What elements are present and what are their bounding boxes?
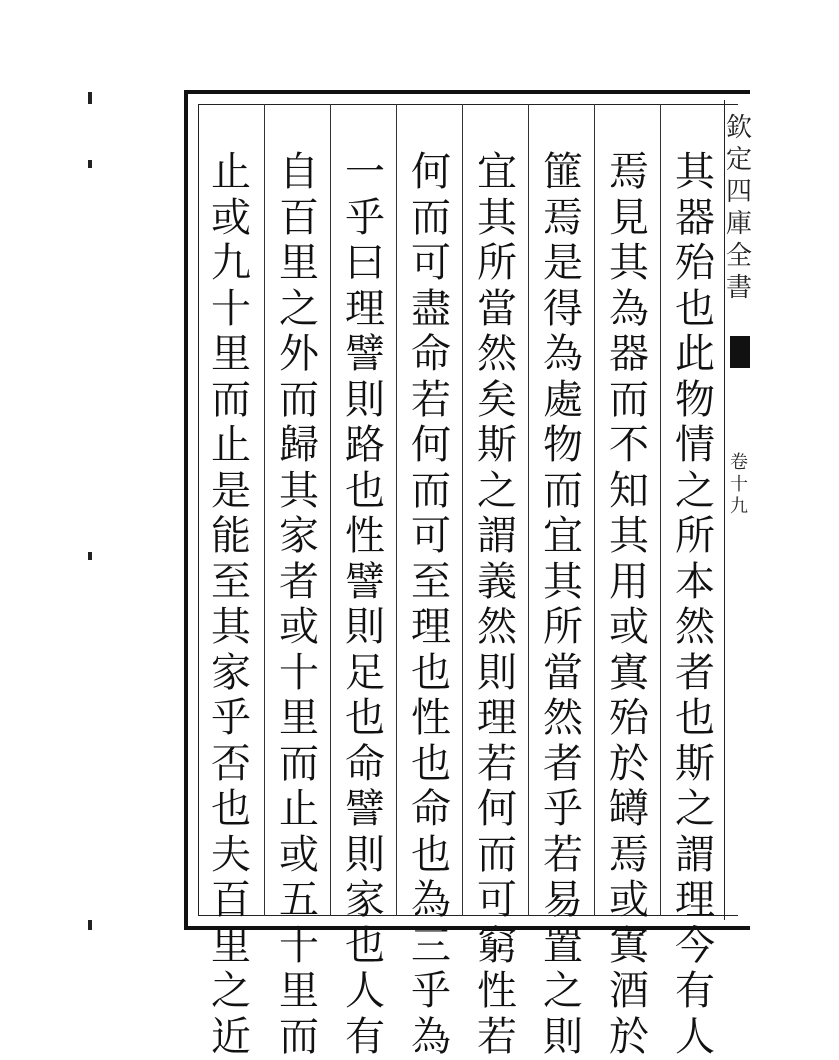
character: 之	[270, 287, 328, 333]
character: 焉	[600, 150, 658, 196]
character: 然	[666, 605, 724, 651]
character: 足	[336, 651, 394, 697]
character: 若	[402, 378, 460, 424]
character: 則	[468, 651, 526, 697]
character: 為	[534, 332, 592, 378]
character: 近	[202, 1015, 260, 1060]
character: 若	[468, 742, 526, 788]
character: 殆	[666, 241, 724, 287]
character: 止	[202, 150, 260, 196]
character: 里	[202, 332, 260, 378]
character: 也	[336, 924, 394, 970]
character: 則	[336, 378, 394, 424]
character: 或	[270, 833, 328, 879]
character: 性	[336, 514, 394, 560]
character: 可	[402, 241, 460, 287]
character: 理	[336, 287, 394, 333]
character: 五	[270, 878, 328, 924]
character: 然	[468, 332, 526, 378]
character: 而	[270, 1015, 328, 1060]
character: 宜	[468, 150, 526, 196]
character: 命	[402, 787, 460, 833]
character: 今	[666, 924, 724, 970]
character: 一	[336, 150, 394, 196]
margin-character: 四	[726, 176, 752, 208]
character: 也	[402, 742, 460, 788]
character: 其	[468, 196, 526, 242]
margin-chapter-label	[726, 452, 752, 518]
character: 譬	[336, 332, 394, 378]
character: 此	[666, 332, 724, 378]
character: 歸	[270, 423, 328, 469]
character: 可	[468, 878, 526, 924]
character: 能	[202, 514, 260, 560]
character: 則	[336, 605, 394, 651]
character: 為	[600, 287, 658, 333]
character: 或	[202, 196, 260, 242]
character: 所	[534, 605, 592, 651]
margin-character: 九	[726, 496, 752, 518]
character: 乎	[402, 969, 460, 1015]
margin-character: 書	[726, 272, 752, 304]
character: 知	[600, 469, 658, 515]
character: 夫	[202, 833, 260, 879]
character: 人	[336, 969, 394, 1015]
character: 於	[600, 742, 658, 788]
column-rule	[594, 104, 595, 916]
character: 寘	[600, 924, 658, 970]
character: 情	[666, 423, 724, 469]
character: 理	[402, 605, 460, 651]
character: 者	[666, 651, 724, 697]
character: 其	[534, 560, 592, 606]
character: 止	[270, 787, 328, 833]
character: 為	[402, 878, 460, 924]
character: 可	[402, 514, 460, 560]
character: 九	[202, 241, 260, 287]
text-column-1	[666, 150, 724, 910]
margin-character: 庫	[726, 208, 752, 240]
character: 所	[666, 514, 724, 560]
text-column-4	[468, 150, 526, 910]
fishtail-mark	[730, 336, 750, 368]
character: 是	[202, 469, 260, 515]
character: 矣	[468, 378, 526, 424]
text-column-2	[600, 150, 658, 910]
character: 自	[270, 150, 328, 196]
character: 也	[336, 469, 394, 515]
character: 物	[534, 423, 592, 469]
character: 之	[202, 969, 260, 1015]
character: 里	[270, 241, 328, 287]
character: 其	[202, 605, 260, 651]
character: 譬	[336, 787, 394, 833]
character: 則	[534, 1015, 592, 1060]
character: 三	[402, 924, 460, 970]
character: 處	[534, 378, 592, 424]
character: 至	[202, 560, 260, 606]
margin-character: 十	[726, 474, 752, 496]
character: 十	[270, 924, 328, 970]
character: 有	[666, 969, 724, 1015]
character: 曰	[336, 241, 394, 287]
character: 之	[468, 469, 526, 515]
margin-character: 欽	[726, 112, 752, 144]
character: 乎	[336, 196, 394, 242]
character: 者	[270, 560, 328, 606]
character: 而	[468, 833, 526, 879]
character: 其	[270, 469, 328, 515]
character: 而	[202, 378, 260, 424]
character: 譬	[336, 560, 394, 606]
character: 焉	[534, 196, 592, 242]
character: 焉	[600, 833, 658, 879]
character: 若	[534, 833, 592, 879]
character: 之	[666, 469, 724, 515]
character: 是	[534, 241, 592, 287]
character: 有	[336, 1015, 394, 1060]
character: 而	[402, 469, 460, 515]
character: 為	[402, 1015, 460, 1060]
character: 其	[600, 241, 658, 287]
character: 其	[666, 150, 724, 196]
character: 至	[402, 560, 460, 606]
text-column-3	[534, 150, 592, 910]
character: 篚	[534, 150, 592, 196]
character: 里	[270, 696, 328, 742]
character: 若	[468, 1015, 526, 1060]
text-column-5	[402, 150, 460, 910]
character: 否	[202, 742, 260, 788]
character: 里	[270, 969, 328, 1015]
character: 人	[666, 1015, 724, 1060]
character: 乎	[534, 787, 592, 833]
character: 百	[270, 196, 328, 242]
character: 罇	[600, 787, 658, 833]
character: 也	[402, 833, 460, 879]
character: 而	[534, 469, 592, 515]
character: 十	[270, 651, 328, 697]
character: 也	[202, 787, 260, 833]
character: 而	[270, 378, 328, 424]
character: 理	[468, 696, 526, 742]
column-rule	[396, 104, 397, 916]
character: 理	[666, 878, 724, 924]
character: 何	[468, 787, 526, 833]
character: 止	[202, 423, 260, 469]
character: 見	[600, 196, 658, 242]
character: 而	[402, 196, 460, 242]
character: 然	[468, 605, 526, 651]
character: 不	[600, 423, 658, 469]
character: 而	[600, 378, 658, 424]
character: 所	[468, 241, 526, 287]
character: 命	[336, 742, 394, 788]
character: 性	[402, 696, 460, 742]
character: 義	[468, 560, 526, 606]
character: 器	[600, 332, 658, 378]
character: 性	[468, 969, 526, 1015]
character: 得	[534, 287, 592, 333]
binding-mark	[88, 920, 92, 930]
character: 者	[534, 742, 592, 788]
character: 百	[202, 878, 260, 924]
character: 物	[666, 378, 724, 424]
character: 之	[534, 969, 592, 1015]
column-rule	[462, 104, 463, 916]
character: 路	[336, 423, 394, 469]
character: 用	[600, 560, 658, 606]
character: 或	[270, 605, 328, 651]
character: 也	[402, 651, 460, 697]
character: 里	[202, 924, 260, 970]
character: 何	[402, 423, 460, 469]
character: 宜	[534, 514, 592, 560]
margin-character: 卷	[726, 452, 752, 474]
character: 而	[270, 742, 328, 788]
text-column-7	[270, 150, 328, 910]
character: 寘	[600, 651, 658, 697]
character: 謂	[468, 514, 526, 560]
character: 或	[600, 878, 658, 924]
character: 置	[534, 924, 592, 970]
binding-mark	[88, 92, 92, 104]
binding-mark	[88, 552, 92, 560]
character: 斯	[468, 423, 526, 469]
margin-character: 全	[726, 240, 752, 272]
character: 易	[534, 878, 592, 924]
column-rule	[660, 104, 661, 916]
character: 窮	[468, 924, 526, 970]
column-rule	[528, 104, 529, 916]
character: 之	[666, 787, 724, 833]
character: 家	[270, 514, 328, 560]
margin-book-title	[726, 112, 752, 304]
column-rule	[264, 104, 265, 916]
character: 家	[336, 878, 394, 924]
character: 何	[402, 150, 460, 196]
character: 命	[402, 332, 460, 378]
character: 本	[666, 560, 724, 606]
character: 酒	[600, 969, 658, 1015]
character: 器	[666, 196, 724, 242]
margin-character: 定	[726, 144, 752, 176]
text-column-8	[202, 150, 260, 910]
character: 家	[202, 651, 260, 697]
character: 當	[534, 651, 592, 697]
character: 十	[202, 287, 260, 333]
binding-mark	[88, 160, 92, 168]
character: 外	[270, 332, 328, 378]
character: 謂	[666, 833, 724, 879]
column-rule	[330, 104, 331, 916]
character: 則	[336, 833, 394, 879]
character: 其	[600, 514, 658, 560]
character: 也	[336, 696, 394, 742]
character: 也	[666, 287, 724, 333]
character: 於	[600, 1015, 658, 1060]
character: 殆	[600, 696, 658, 742]
text-column-6	[336, 150, 394, 910]
character: 當	[468, 287, 526, 333]
character: 盡	[402, 287, 460, 333]
character: 或	[600, 605, 658, 651]
character: 斯	[666, 742, 724, 788]
character: 也	[666, 696, 724, 742]
character: 乎	[202, 696, 260, 742]
character: 然	[534, 696, 592, 742]
